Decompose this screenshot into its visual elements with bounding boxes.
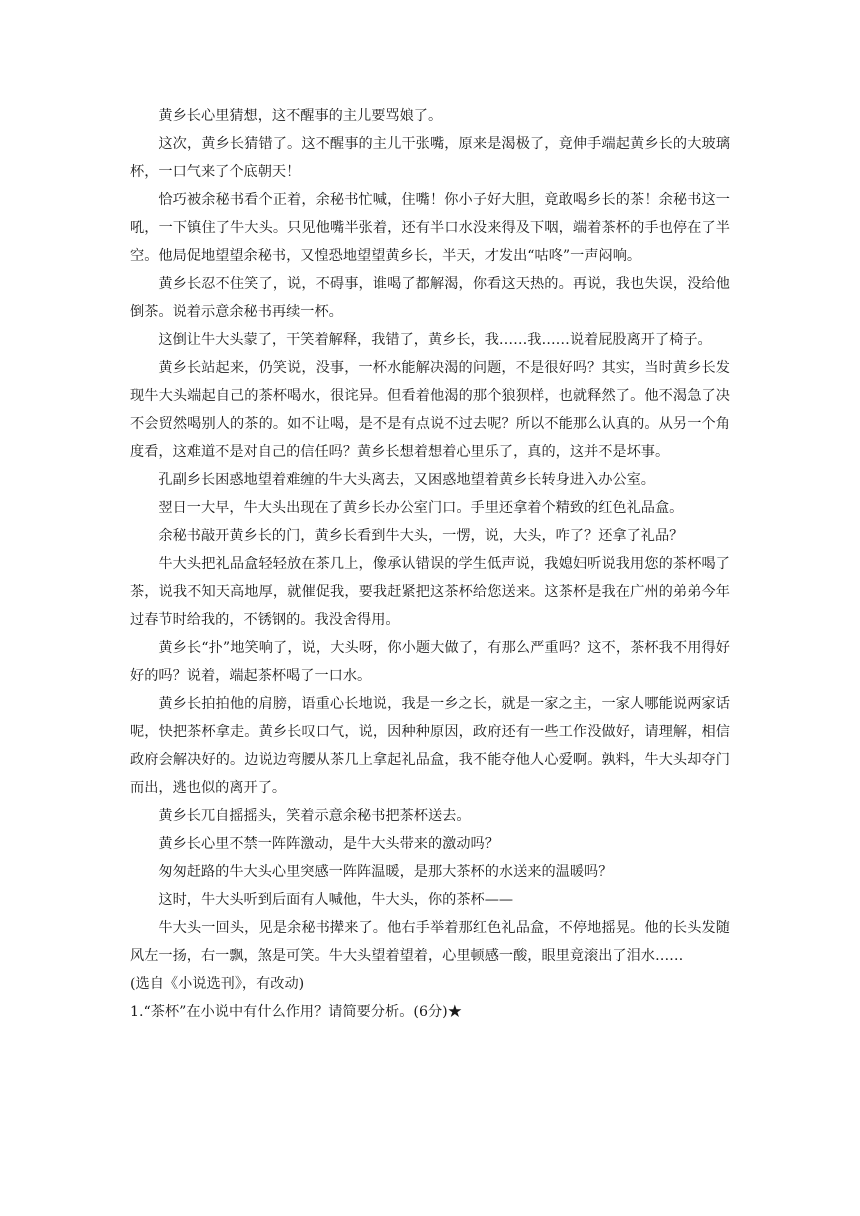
paragraph: 这次，黄乡长猜错了。这不醒事的主儿干张嘴，原来是渴极了，竟伸手端起黄乡长的大玻璃杯，一口气来了个底朝天！ — [130, 136, 730, 180]
paragraph: 黄乡长兀自摇摇头，笑着示意余秘书把茶杯送去。 — [158, 808, 471, 824]
question-1: 1.“茶杯”在小说中有什么作用？请简要分析。(6分)★ — [130, 1004, 462, 1020]
paragraph: 孔副乡长困惑地望着难缠的牛大头离去，又困惑地望着黄乡长转身进入办公室。 — [158, 472, 655, 488]
paragraph: 余秘书敲开黄乡长的门，黄乡长看到牛大头，一愣，说，大头，咋了？还拿了礼品？ — [158, 528, 684, 544]
paragraph: 牛大头一回头，见是余秘书撵来了。他右手举着那红色礼品盒，不停地摇晃。他的长头发随风左一扬，右一飘，煞是可笑。牛大头望着望着，心里顿感一酸，眼里竟滚出了泪水…… — [130, 920, 730, 964]
source-citation: (选自《小说选刊》，有改动) — [130, 976, 305, 992]
paragraph: 恰巧被余秘书看个正着，余秘书忙喊，住嘴！你小子好大胆，竟敢喝乡长的茶！余秘书这一吼，一下镇住了牛大头。只见他嘴半张着，还有半口水没来得及下咽，端着茶杯的手也停在了半空。他局促地望望余秘书，又惶恐地望望黄乡长，半天，才发出“咕咚”一声闷响。 — [130, 192, 730, 264]
paragraph: 翌日一大早，牛大头出现在了黄乡长办公室门口。手里还拿着个精致的红色礼品盒。 — [158, 500, 684, 516]
paragraph: 黄乡长“扑”地笑响了，说，大头呀，你小题大做了，有那么严重吗？这不，茶杯我不用得好好的吗？说着，端起茶杯喝了一口水。 — [130, 640, 730, 684]
paragraph: 黄乡长心里猜想，这不醒事的主儿要骂娘了。 — [158, 108, 443, 124]
paragraph: 牛大头把礼品盒轻轻放在茶几上，像承认错误的学生低声说，我媳妇听说我用您的茶杯喝了茶，说我不知天高地厚，就催促我，要我赶紧把这茶杯给您送来。这茶杯是我在广州的弟弟今年过春节时给我的，不锈钢的。我没舍得用。 — [130, 556, 730, 628]
paragraph: 黄乡长站起来，仍笑说，没事，一杯水能解决渴的问题，不是很好吗？其实，当时黄乡长发现牛大头端起自己的茶杯喝水，很诧异。但看着他渴的那个狼狈样，也就释然了。他不渴急了决不会贸然喝别人的茶的。如不让喝，是不是有点说不过去呢？所以不能那么认真的。从另一个角度看，这难道不是对自己的信任吗？黄乡长想着想着心里乐了，真的，这并不是坏事。 — [130, 360, 730, 460]
paragraph: 这倒让牛大头蒙了，干笑着解释，我错了，黄乡长，我……我……说着屁股离开了椅子。 — [158, 332, 712, 348]
article-body — [130, 102, 730, 1026]
paragraph: 这时，牛大头听到后面有人喊他，牛大头，你的茶杯—— — [158, 892, 514, 908]
paragraph: 黄乡长忍不住笑了，说，不碍事，谁喝了都解渴，你看这天热的。再说，我也失误，没给他倒茶。说着示意余秘书再续一杯。 — [130, 276, 730, 320]
paragraph: 匆匆赶路的牛大头心里突感一阵阵温暖，是那大茶杯的水送来的温暖吗？ — [158, 864, 613, 880]
paragraph: 黄乡长心里不禁一阵阵激动，是牛大头带来的激动吗？ — [158, 836, 499, 852]
paragraph: 黄乡长拍拍他的肩膀，语重心长地说，我是一乡之长，就是一家之主，一家人哪能说两家话呢，快把茶杯拿走。黄乡长叹口气，说，因种种原因，政府还有一些工作没做好，请理解，相信政府会解决好的。边说边弯腰从茶几上拿起礼品盒，我不能夺他人心爱啊。孰料，牛大头却夺门而出，逃也似的离开了。 — [130, 696, 730, 796]
